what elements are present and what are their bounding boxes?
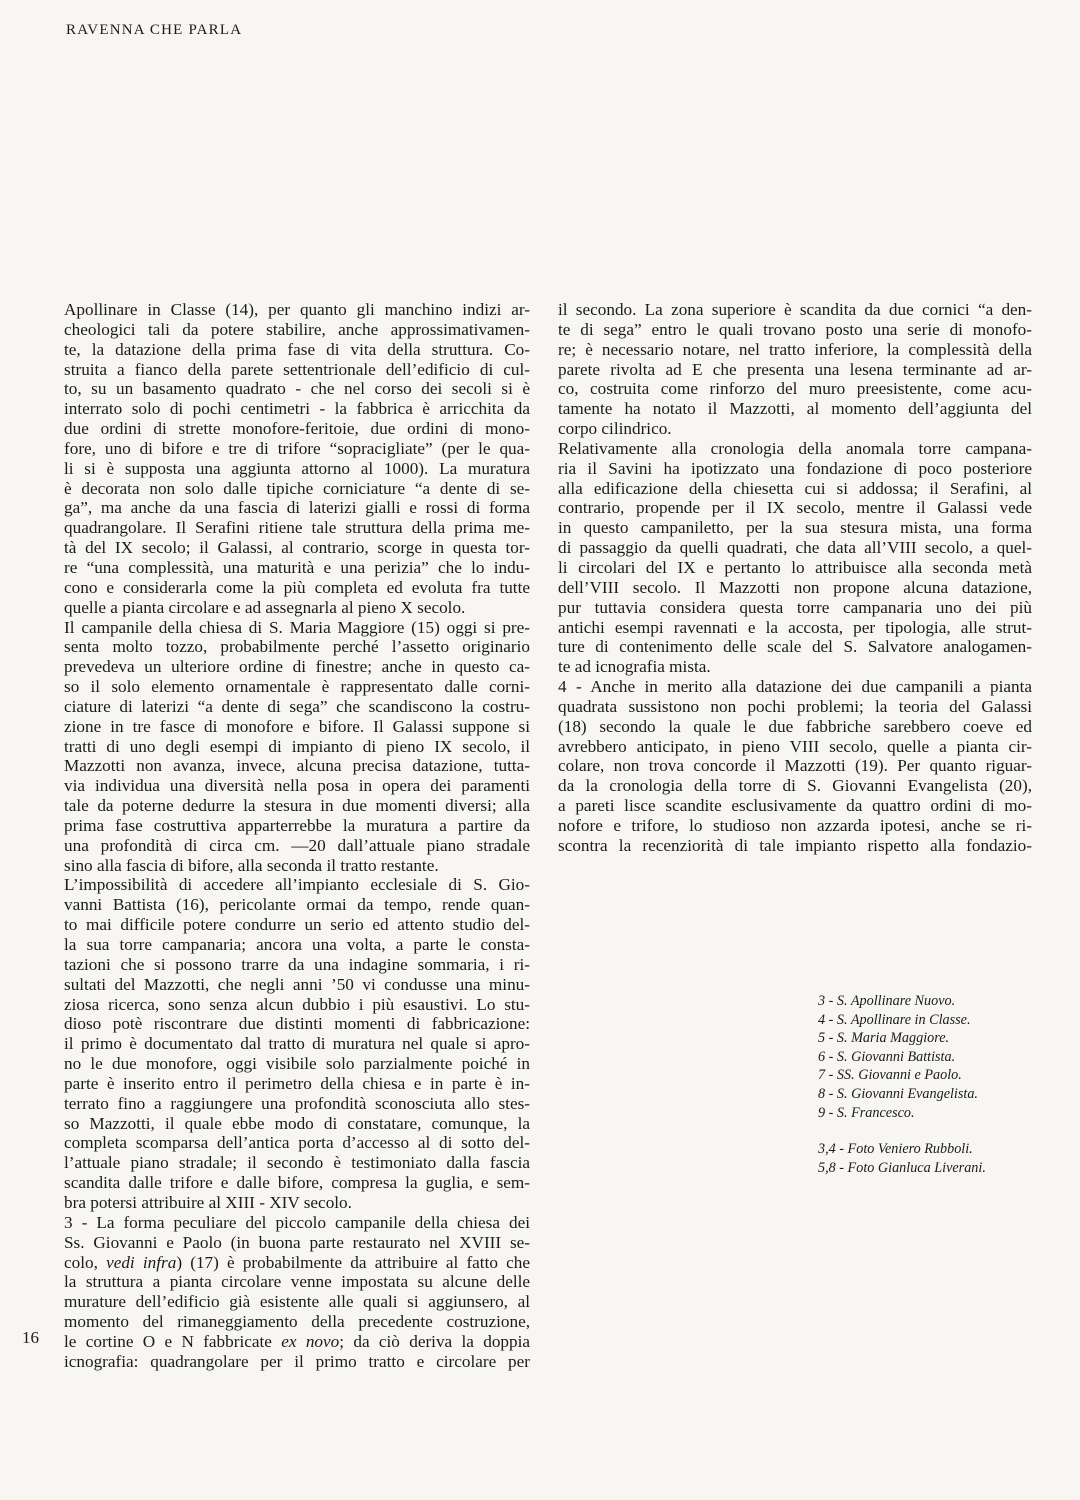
figure-captions: [818, 992, 986, 1177]
left-column-line: cheologici tali da potere stabilire, anche approssimativamen-: [64, 319, 530, 339]
left-column-line: 3 - La forma peculiare del piccolo campanile della chiesa dei: [64, 1212, 530, 1232]
left-column-line: quadrangolare. Il Serafini ritiene tale struttura della prima me-: [64, 518, 530, 538]
right-column-line: nofore e trifore, lo studioso non azzarda ipotesi, anche se ri-: [558, 815, 1032, 835]
left-column-line: so Mazzotti, il quale ebbe modo di constatare, comunque, la: [64, 1113, 530, 1133]
left-column-line: completa scomparsa dell’antica porta d’accesso al di sotto del-: [64, 1133, 530, 1153]
left-column-line: quelle a pianta circolare e ad assegnarla al pieno X secolo.: [64, 597, 466, 617]
left-column-line: sultati del Mazzotti, che negli anni ’50 vi condusse una minu-: [64, 974, 530, 994]
italic-phrase: vedi infra: [106, 1252, 177, 1272]
right-column-line: da la cronologia della torre di S. Giovanni Evangelista (20),: [558, 776, 1032, 796]
caption-item: 4 - S. Apollinare in Classe.: [818, 1011, 971, 1028]
photo-credit: 5,8 - Foto Gianluca Liverani.: [818, 1159, 986, 1176]
left-column-line: tà del IX secolo; il Galassi, al contrario, scorge in questa tor-: [64, 538, 530, 558]
running-header: RAVENNA CHE PARLA: [66, 22, 243, 38]
right-column-line: ria il Savini ha ipotizzato una fondazione di poco posteriore: [558, 458, 1032, 478]
left-column-line: il primo è documentato dal tratto di muratura nel quale si apro-: [64, 1034, 530, 1054]
left-column-line: ciature di laterizi “a dente di sega” che scandiscono la costru-: [64, 696, 530, 716]
right-column-line: re; è necessario notare, nel tratto inferiore, la complessità della: [558, 339, 1032, 359]
caption-item: 3 - S. Apollinare Nuovo.: [818, 993, 956, 1009]
left-column-line: tratti di uno degli esempi di impianto di pieno IX secolo, il: [64, 736, 530, 756]
italic-phrase: ex novo: [281, 1331, 340, 1351]
caption-spacer: [818, 1122, 986, 1140]
left-column-line: prima fase costruttiva apparterrebbe la muratura a partire da: [64, 815, 530, 835]
right-column-line: parete rivolta ad E che presenta una lesena terminante ad ar-: [558, 359, 1032, 379]
right-column-line: antichi esempi ravennati e la accosta, per tipologia, alle strut-: [558, 617, 1032, 637]
left-column-line: no le due monofore, oggi visibile solo parzialmente poiché in: [64, 1054, 530, 1074]
caption-item: 5 - S. Maria Maggiore.: [818, 1030, 950, 1047]
right-column-line: contrario, propende per il IX secolo, mentre il Galassi vede: [558, 498, 1032, 518]
left-column-line: via individua una diversità nella posa in opera dei paramenti: [64, 776, 530, 796]
left-column-line: le cortine O e N fabbricate ex novo; da ciò deriva la doppia: [64, 1331, 531, 1351]
left-column-line: re “una complessità, una maturità e una perizia” che lo indu-: [64, 557, 530, 577]
right-column-line: ture di contenimento delle scale del S. Salvatore analogamen-: [558, 637, 1032, 657]
left-column-line: struita a fianco della parete settentrionale dell’edificio di cul-: [64, 359, 530, 379]
right-column-line: tamente ha notato il Mazzotti, al momento dell’aggiunta del: [558, 399, 1032, 419]
caption-item: 8 - S. Giovanni Evangelista.: [818, 1085, 978, 1102]
right-column-line: te di sega” entro le quali trovano posto una serie di monofo-: [558, 319, 1032, 339]
right-column-line: colare, non trova concorde il Mazzotti (19). Per quanto riguar-: [558, 756, 1032, 776]
right-column-line: pur tuttavia considera questa torre campanaria uno dei più: [558, 597, 1032, 617]
left-column-line: dioso potè riscontrare due distinti momenti di fabbricazione:: [64, 1014, 530, 1034]
left-column-line: interrato solo di pochi centimetri - la fabbrica è arricchita da: [64, 399, 530, 419]
left-column-line: icnografia: quadrangolare per il primo tratto e circolare per: [64, 1351, 530, 1371]
left-column-line: prevedeva un ulteriore ordine di finestre; anche in questo ca-: [64, 657, 530, 677]
left-column-line: bra potersi attribuire al XIII - XIV secolo.: [64, 1192, 352, 1212]
left-column-line: scandita dalle trifore e dalle bifore, compresa la guglia, e sem-: [64, 1173, 530, 1193]
right-column-line: quadrata sussistono non pochi problemi; la teoria del Galassi: [558, 696, 1032, 716]
left-column-line: ga”, ma anche da una fascia di laterizi gialli e rossi di forma: [64, 498, 530, 518]
right-column-line: di passaggio da quelli quadrati, che data all’VIII secolo, a quel-: [558, 538, 1032, 558]
left-column-line: cono e considerarla come la più completa ed evoluta fra tutte: [64, 577, 530, 597]
right-column-line: te ad icnografia mista.: [558, 657, 711, 677]
left-column-line: murature dell’edificio già esistente alle quali si aggiunsero, al: [64, 1292, 530, 1312]
right-column-line: a pareti lisce scandite esclusivamente da quattro ordini di mo-: [558, 796, 1032, 816]
right-column-line: co, costruita come rinforzo del muro preesistente, come acu-: [558, 379, 1032, 399]
right-column-line: il secondo. La zona superiore è scandita da due cornici “a den-: [558, 300, 1032, 319]
left-column-line: senta molto tozzo, probabilmente perché l’assetto originario: [64, 637, 530, 657]
caption-item: 9 - S. Francesco.: [818, 1104, 915, 1121]
right-column-line: li circolari del IX e pertanto lo attribuisce alla seconda metà: [558, 557, 1032, 577]
right-column-line: in questo campaniletto, per la sua stesura mista, una forma: [558, 518, 1032, 538]
right-column-line: 4 - Anche in merito alla datazione dei due campanili a pianta: [558, 677, 1032, 697]
left-column-line: vanni Battista (16), pericolante ormai da tempo, rende quan-: [64, 895, 530, 915]
left-column-line: Ss. Giovanni e Paolo (in buona parte restaurato nel XVIII se-: [64, 1232, 530, 1252]
left-column-line: terrato fino a raggiungere una profondità sconosciuta allo stes-: [64, 1093, 530, 1113]
right-column-line: avrebbero anticipato, in pieno VIII secolo, quelle a pianta cir-: [558, 736, 1032, 756]
right-column-line: dell’VIII secolo. Il Mazzotti non propone alcuna datazione,: [558, 577, 1032, 597]
left-column-line: Mazzotti non avanza, invece, alcuna precisa datazione, tutta-: [64, 756, 530, 776]
text-column-left: [64, 300, 530, 1372]
left-column-line: to mai difficile potere condurre un serio ed attento studio del-: [64, 915, 530, 935]
left-column-line: l’attuale piano stradale; il secondo è testimoniato dalla fascia: [64, 1153, 530, 1173]
left-column-line: so il solo elemento ornamentale è rappresentato dalle corni-: [64, 677, 530, 697]
left-column-line: momento del rimaneggiamento della precedente costruzione,: [64, 1312, 530, 1332]
left-column-line: li si è supposta una aggiunta attorno al 1000). La muratura: [64, 458, 530, 478]
left-column-line: parte è inserito entro il perimetro della chiesa e in parte è in-: [64, 1073, 530, 1093]
left-column-line: colo, vedi infra) (17) è probabilmente da attribuire al fatto che: [64, 1252, 530, 1272]
right-column-line: Relativamente alla cronologia della anomala torre campana-: [558, 438, 1032, 458]
page-number: 16: [22, 1328, 39, 1347]
left-column-line: Il campanile della chiesa di S. Maria Maggiore (15) oggi si pre-: [64, 617, 530, 637]
photo-credit: 3,4 - Foto Veniero Rubboli.: [818, 1141, 973, 1158]
left-column-line: te, la datazione della prima fase di vita della struttura. Co-: [64, 339, 530, 359]
left-column-line: due ordini di strette monofore-feritoie, due ordini di mono-: [64, 419, 530, 439]
left-column-line: tazioni che si possono trarre da una indagine sommaria, i ri-: [64, 954, 530, 974]
left-column-line: L’impossibilità di accedere all’impianto ecclesiale di S. Gio-: [64, 875, 530, 895]
right-column-line: (18) secondo la quale le due fabbriche sarebbero coeve ed: [558, 716, 1032, 736]
left-column-line: è decorata non solo dalle tipiche corniciature “a dente di se-: [64, 478, 530, 498]
left-column-line: tale da poterne dedurre la stesura in due momenti diversi; alla: [64, 796, 530, 816]
right-column-line: alla edificazione della chiesetta cui si addossa; il Serafini, al: [558, 478, 1032, 498]
left-column-line: sino alla fascia di bifore, alla seconda il tratto restante.: [64, 855, 439, 875]
caption-item: 7 - SS. Giovanni e Paolo.: [818, 1067, 962, 1084]
left-column-line: ziosa ricerca, sono senza alcun dubbio i più esaustivi. Lo stu-: [64, 994, 530, 1014]
caption-item: 6 - S. Giovanni Battista.: [818, 1048, 956, 1065]
right-column-line: scontra la recenziorità di tale impianto rispetto alla fondazio-: [558, 835, 1032, 855]
left-column-line: zione in tre fasce di monofore e bifore. Il Galassi suppone si: [64, 716, 530, 736]
left-column-line: Apollinare in Classe (14), per quanto gli manchino indizi ar-: [64, 300, 530, 319]
left-column-line: la struttura a pianta circolare venne impostata su alcune delle: [64, 1272, 530, 1292]
left-column-line: to, su un basamento quadrato - che nel corso dei secoli si è: [64, 379, 530, 399]
left-column-line: una profondità di circa cm. —20 dall’attuale piano stradale: [64, 835, 530, 855]
left-column-line: la sua torre campanaria; ancora una volta, a parte le consta-: [64, 935, 530, 954]
left-column-line: fore, uno di bifore e tre di trifore “sopracigliate” (per le qua-: [64, 438, 530, 458]
right-column-line: corpo cilindrico.: [558, 419, 672, 439]
text-column-right: [558, 300, 1032, 856]
